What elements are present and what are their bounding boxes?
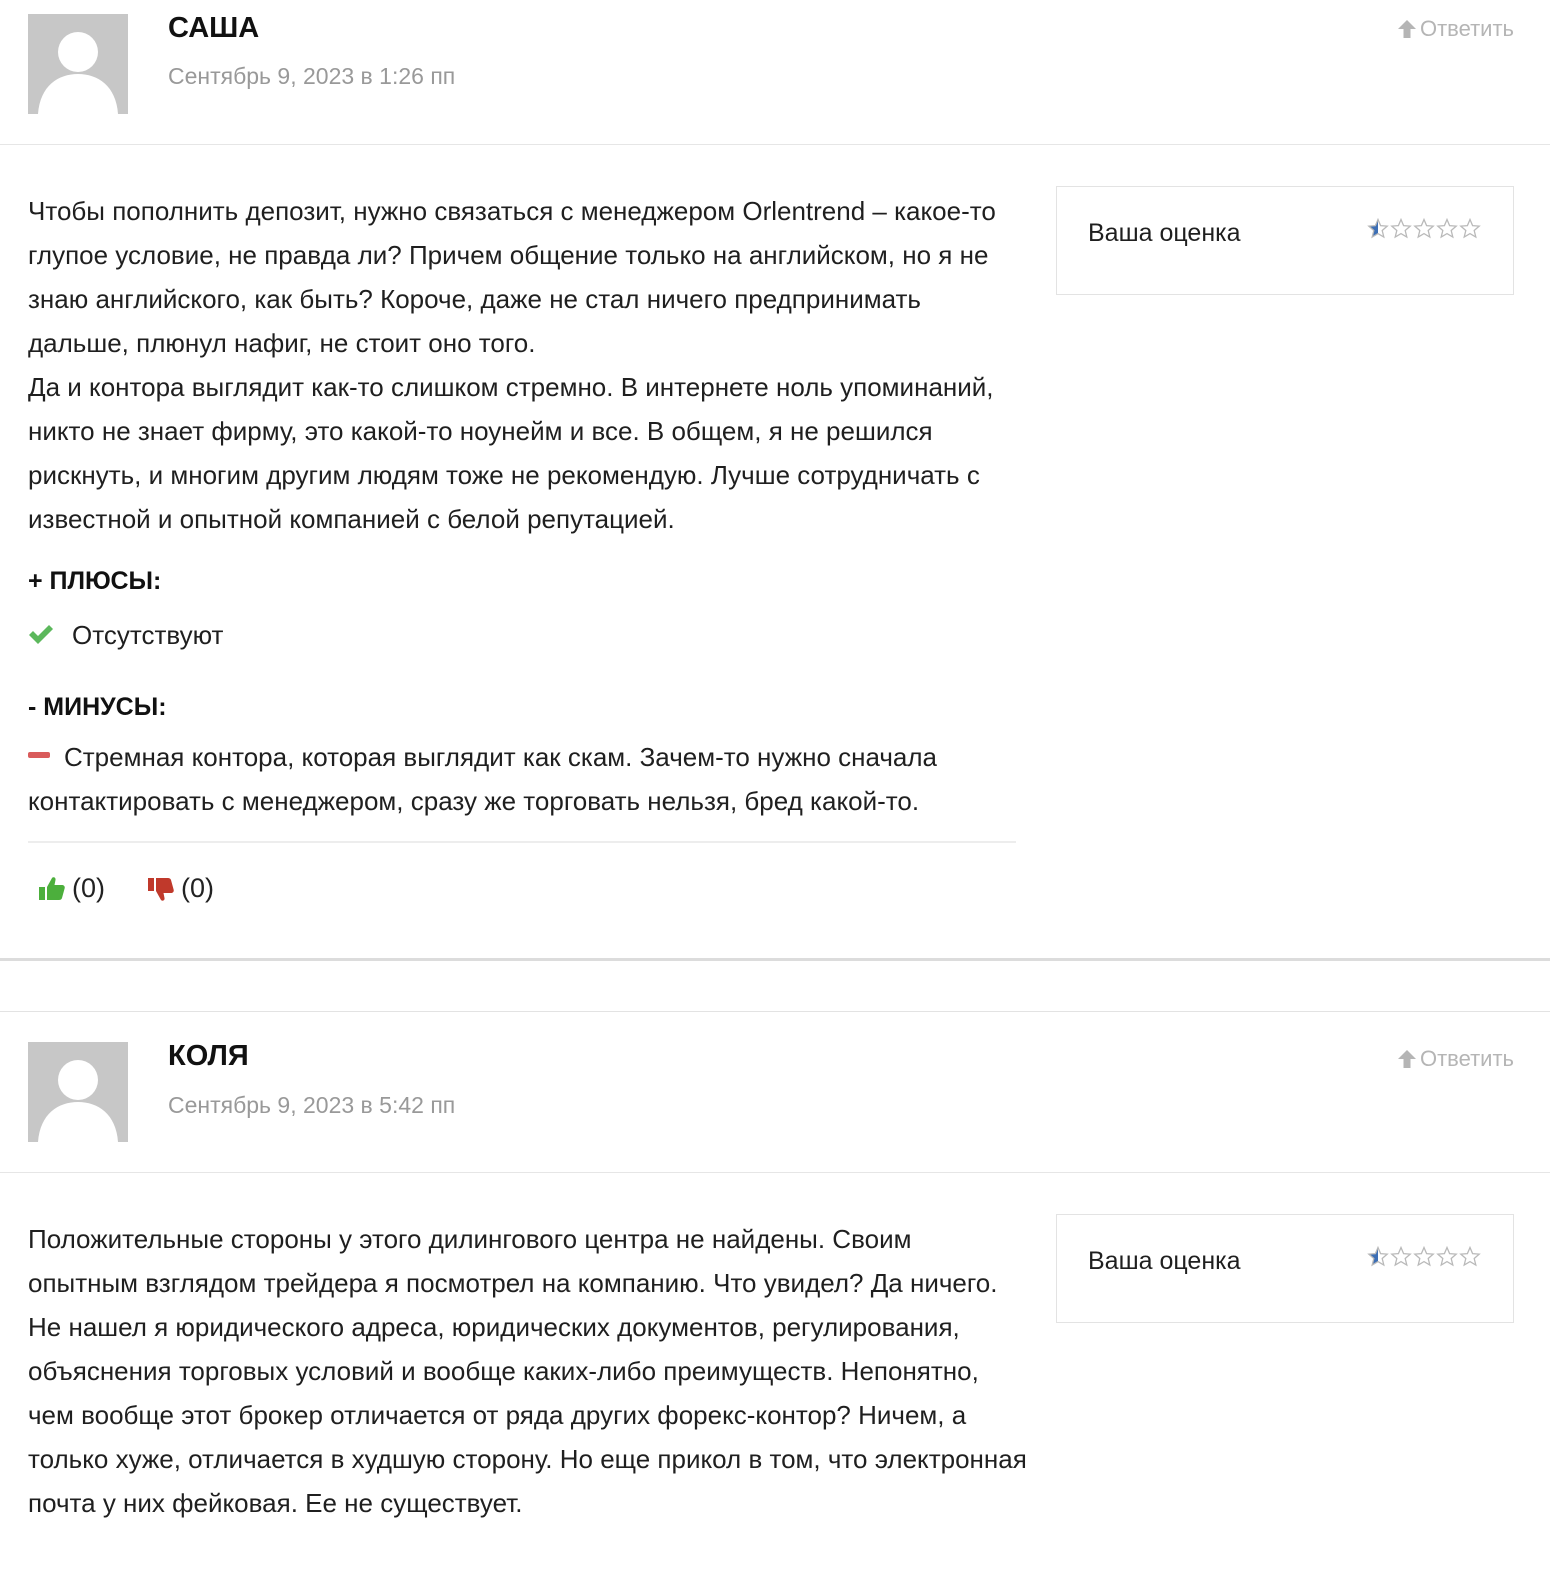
comment-date: Сентябрь 9, 2023 в 5:42 пп (168, 1092, 456, 1118)
star-icon[interactable] (1436, 218, 1458, 240)
arrow-up-icon (1396, 1048, 1418, 1070)
star-icon[interactable] (1459, 218, 1481, 240)
rating-box (1056, 1214, 1514, 1323)
rating-label: Ваша оценка (1088, 219, 1241, 247)
thumbs-down-icon (147, 876, 175, 902)
comment-date: Сентябрь 9, 2023 в 1:26 пп (168, 63, 456, 89)
star-icon[interactable] (1367, 218, 1389, 240)
like-button[interactable] (38, 873, 105, 904)
comment-separator (0, 958, 1550, 961)
dislike-button[interactable] (147, 873, 214, 904)
star-icon[interactable] (1436, 1246, 1458, 1268)
check-icon (28, 624, 54, 646)
default-user-silhouette-icon (28, 1042, 128, 1142)
comment-text (28, 189, 1028, 541)
dislike-count: (0) (181, 873, 214, 903)
avatar (28, 1042, 128, 1142)
cons-item (28, 735, 1028, 823)
author-name: КОЛЯ (168, 1040, 249, 1072)
author-name: САША (168, 12, 260, 44)
comment-header (0, 0, 1550, 145)
default-user-silhouette-icon (28, 14, 128, 114)
pros-title: + ПЛЮСЫ: (28, 567, 162, 595)
star-icon[interactable] (1413, 1246, 1435, 1268)
star-rating[interactable] (1367, 1246, 1481, 1268)
reply-label: Ответить (1419, 1046, 1514, 1071)
rating-box (1056, 186, 1514, 295)
star-icon[interactable] (1390, 1246, 1412, 1268)
avatar (28, 14, 128, 114)
like-count: (0) (72, 873, 105, 903)
reply-button[interactable] (1396, 16, 1514, 42)
rating-label: Ваша оценка (1088, 1247, 1241, 1275)
pros-item-text: Отсутствуют (72, 620, 224, 650)
comment (0, 1011, 1550, 1518)
pros-item (28, 613, 223, 657)
divider (28, 841, 1016, 843)
star-icon[interactable] (1413, 218, 1435, 240)
reply-button[interactable] (1396, 1046, 1514, 1072)
comment-paragraph: Положительные стороны у этого дилингового центра не найдены. Своим опытным взглядом трейдера я посмотрел на компанию. Что увидел? Да ничего. Не нашел я юридического адреса, юридических документов, регулирования, объяснения торговых условий и вообще каких-либо преимуществ. Непонятно, чем вообще этот брокер отличается от ряда других форекс-контор? Ничем, а только хуже, отличается в худшую сторону. Но еще прикол в том, что электронная почта у них фейковая. Ее не существует. (28, 1224, 1027, 1518)
star-icon[interactable] (1367, 1246, 1389, 1268)
votes (38, 873, 214, 904)
reply-label: Ответить (1419, 16, 1514, 41)
comment-paragraph: Чтобы пополнить депозит, нужно связаться с менеджером Orlentrend – какое-то глупое условие, не правда ли? Причем общение только на английском, но я не знаю английского, как быть? Короче, даже не стал ничего предпринимать дальше, плюнул нафиг, не стоит оно того. (28, 196, 996, 358)
star-icon[interactable] (1459, 1246, 1481, 1268)
thumbs-up-icon (38, 876, 66, 902)
cons-item-text: Стремная контора, которая выглядит как скам. Зачем-то нужно сначала контактировать с менеджером, сразу же торговать нельзя, бред какой-то. (28, 742, 938, 816)
comment-header (0, 1012, 1550, 1173)
comment-paragraph: Да и контора выглядит как-то слишком стремно. В интернете ноль упоминаний, никто не знает фирму, это какой-то ноунейм и все. В общем, я не решился рискнуть, и многим другим людям тоже не рекомендую. Лучше сотрудничать с известной и опытной компанией с белой репутацией. (28, 372, 994, 534)
arrow-up-icon (1396, 18, 1418, 40)
star-rating[interactable] (1367, 218, 1481, 240)
star-icon[interactable] (1390, 218, 1412, 240)
cons-title: - МИНУСЫ: (28, 693, 167, 721)
comment-text (28, 1217, 1028, 1525)
minus-icon (28, 752, 50, 758)
